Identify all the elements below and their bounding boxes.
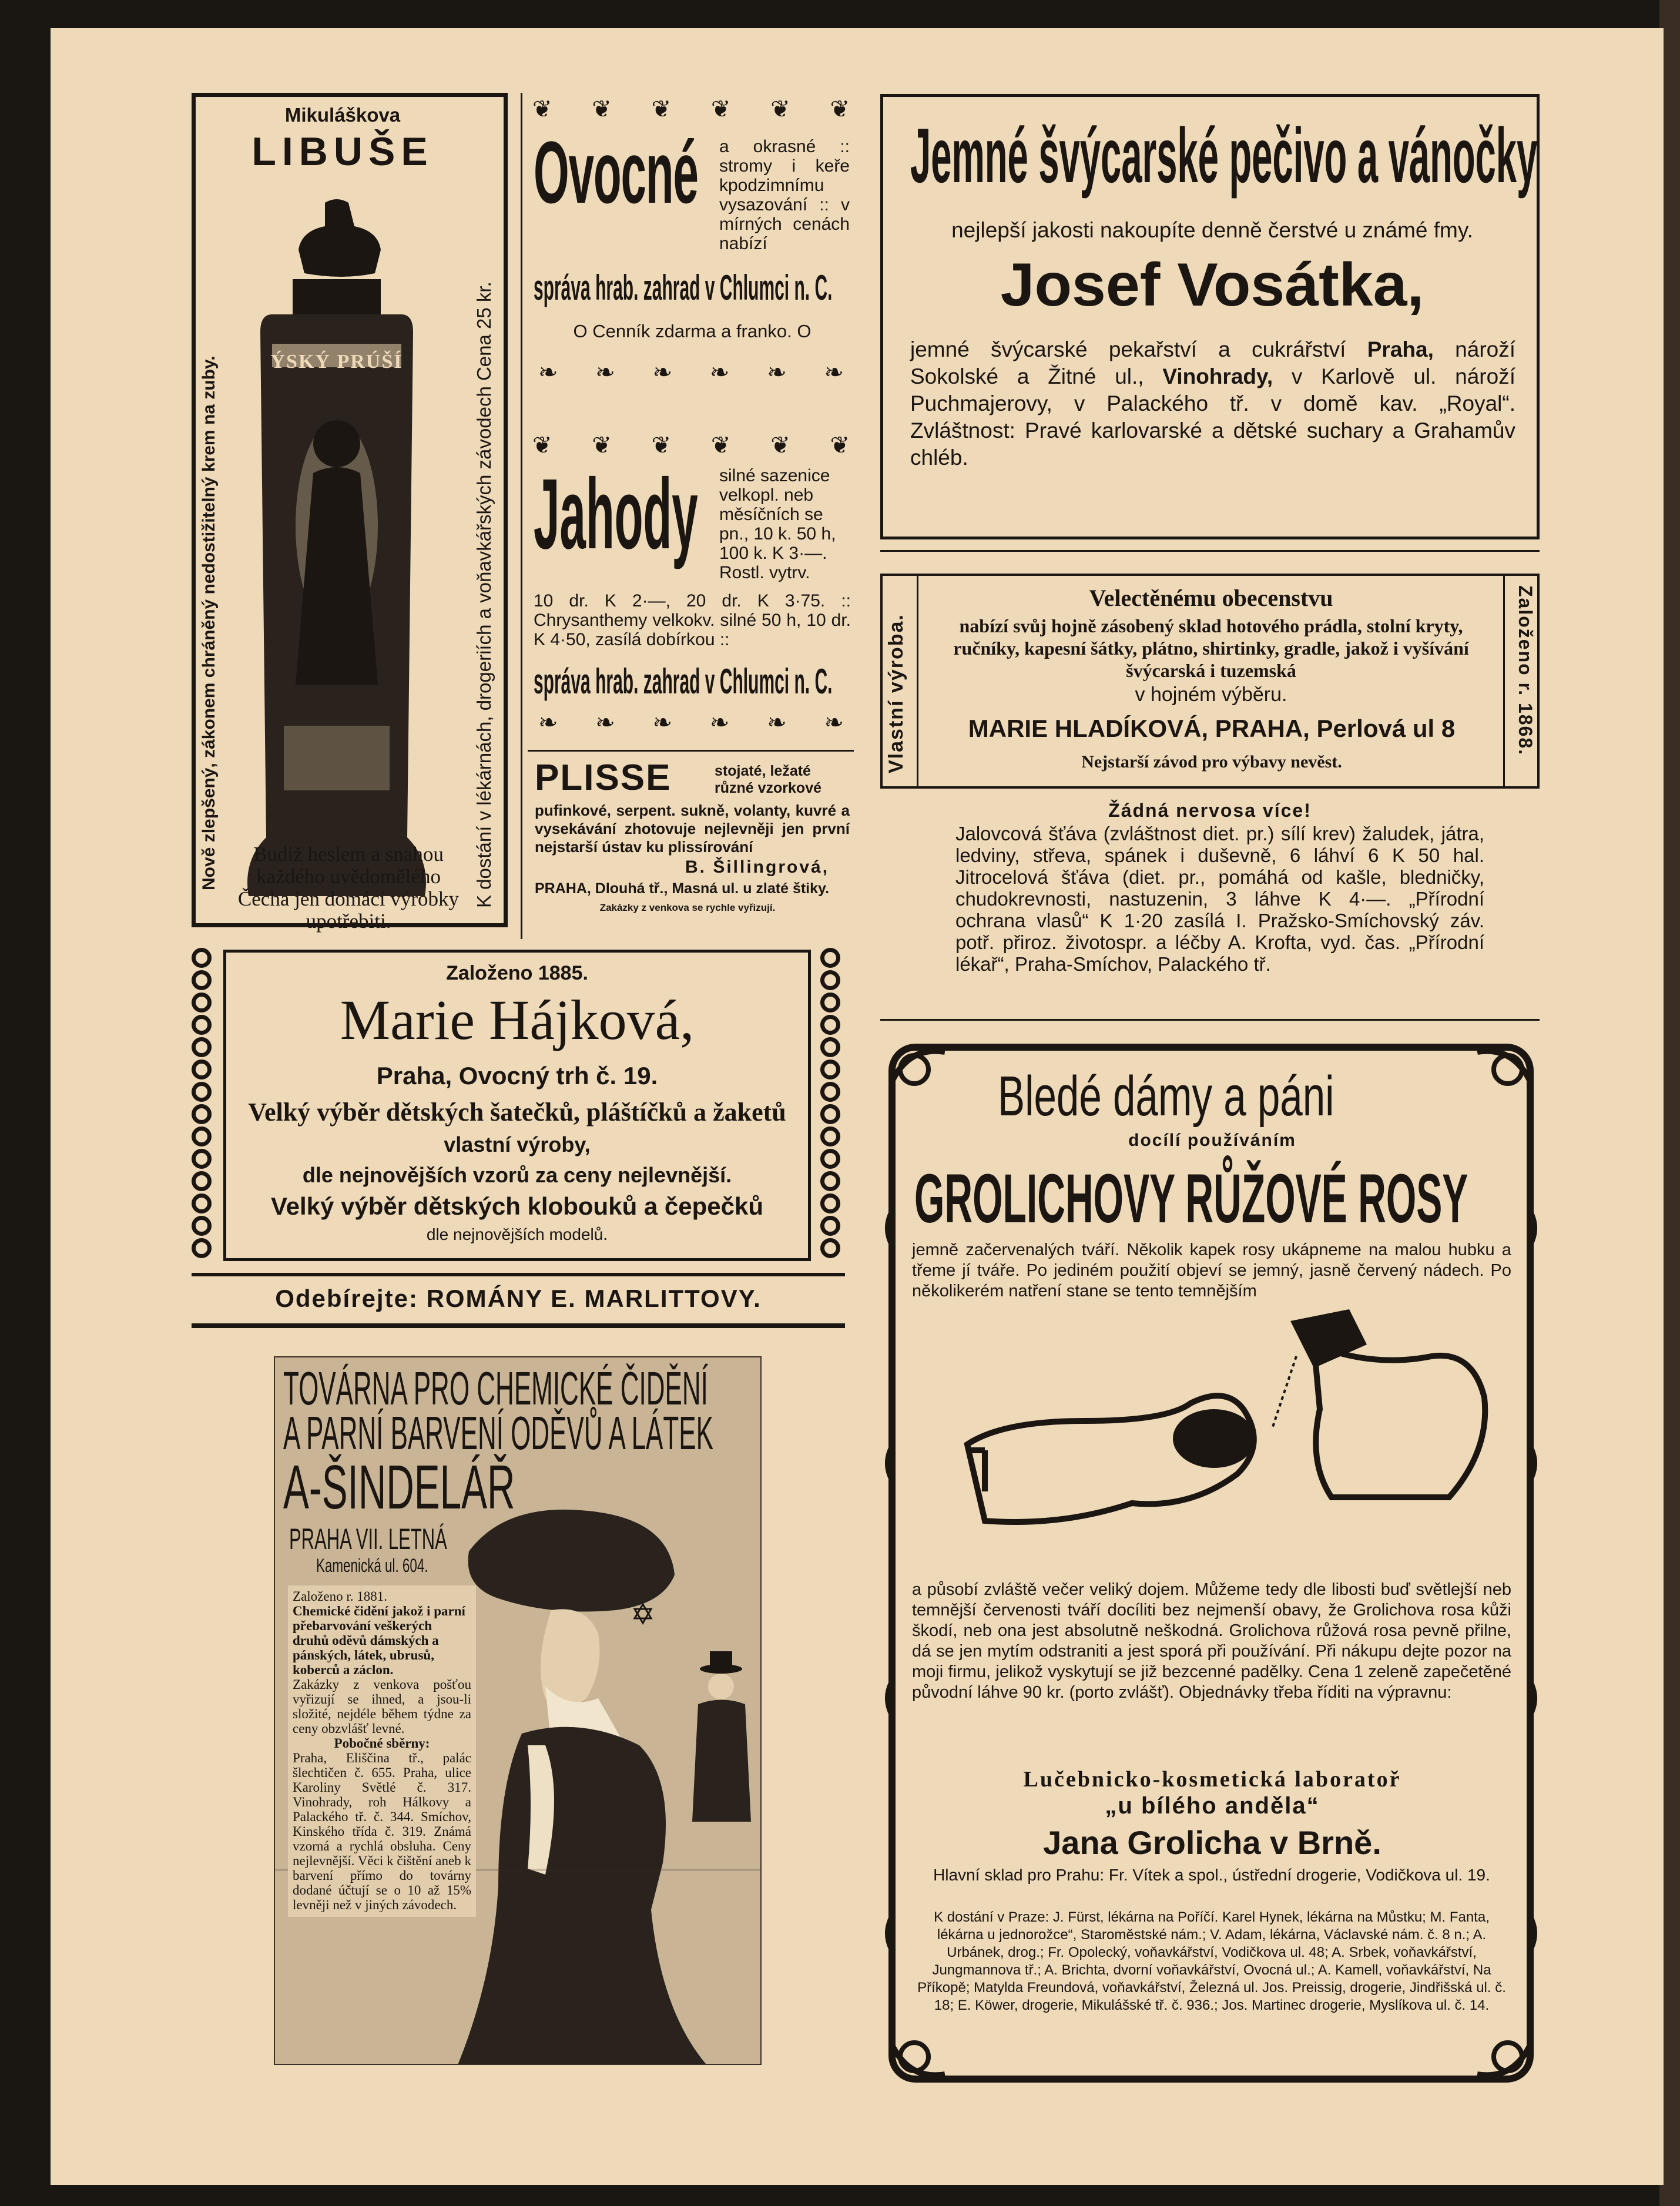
grolich-name: Jana Grolicha v Brně. [1043, 1824, 1381, 1861]
libuse-tube-label: ÝSKÝ PRÚŠÍ [270, 351, 403, 373]
grolich-text1: jemně začervenalých tváří. Několik kapek rosy ukápneme na malou hubku a třeme jí tváře. Po jediném použití objeví se jemný, jasně červený nádech. Po několikerém natření stane se tento temnějším [912, 1241, 1511, 1300]
ovocne-title: Ovocné [534, 123, 698, 222]
sindelar-textblock [288, 1585, 476, 1917]
grolich-lab: Lučebnicko-kosmetická laboratoř [1023, 1767, 1401, 1792]
toothpaste-tube-illustration [237, 197, 437, 908]
sindelar-name: A-ŠINDELÁŘ [283, 1453, 515, 1522]
sindelar-branches-title: Pobočné sběrny: [334, 1736, 430, 1751]
right-rule-1 [880, 550, 1540, 552]
plisse-note: Zakázky z venkova se rychle vyřizují. [599, 902, 776, 913]
nervosa-text: Jalovcová šťáva (zvláštnost diet. pr.) sílí krev) žaludek, játra, ledviny, střeva, spánek i duševně, 6 láhví 6 K 50 hal. Jitrocelová šťáva (diet. pr., pomáhá od kašle, bledničky, chudokrevnosti, nastuzenin, 3 láhve K 4·—. „Přírodní ochrana vlasů“ K 1·20 zasílá I. Pražsko-Smíchovský záv. potř. přiroz. životospr. a léčby A. Krofta, vyd. čas. „Přírodní lékař“, Praha-Smíchov, Palackého tř. [955, 823, 1484, 975]
hajkova-line2: vlastní výroby, [444, 1132, 591, 1156]
hladikova-side-left: Vlastní výroba. [885, 613, 907, 773]
ornament-row-4: ❧ ❧ ❧ ❧ ❧ ❧ [538, 709, 844, 736]
vosatka-praha: Praha, [1367, 337, 1434, 361]
vosatka-text-a: jemné švýcarské pekařství a cukrářství [910, 337, 1346, 361]
column-rule-1 [521, 93, 522, 939]
vosatka-text-b: nároží Sokolské a Žitné ul., [910, 337, 1516, 388]
vosatka-sub: nejlepší jakosti nakoupíte denně čerstvé u známé fmy. [951, 218, 1473, 242]
hladikova-title: Velectěnému obecenstvu [1089, 585, 1333, 611]
hladikova-line1: nabízí svůj hojně zásobený sklad hotového prádla, stolní kryty, ručníky, kapesní šátky, plátno, shirtinky, gradle, jakož i vyšívání švýcarská i tuzemská [953, 615, 1469, 681]
ovocne-catalog: O Cenník zdarma a franko. O [573, 321, 812, 341]
marlitt-bottom-rule [192, 1323, 845, 1328]
vosatka-vinohrady: Vinohrady, [1162, 364, 1273, 388]
hajkova-ring-border-right [820, 948, 844, 1265]
vosatka-name: Josef Vosátka, [1000, 251, 1424, 319]
right-rule-2 [880, 1019, 1540, 1021]
hajkova-inner-frame [223, 950, 811, 1261]
grolich-main-store: Hlavní sklad pro Prahu: Fr. Vítek a spol., ústřední drogerie, Vodičkova ul. 19. [933, 1866, 1490, 1884]
libuse-side-left: Nově zlepšený, zákonem chráněný nedostižitelný krem na zuby. [199, 356, 219, 890]
libuse-brand: LIBUŠE [252, 129, 434, 174]
hajkova-name: Marie Hájková, [340, 988, 695, 1051]
hladikova-inner-rule-left [917, 576, 918, 787]
sindelar-branches: Praha, Eliščina tř., palác šlechtičen č. 655. Praha, ulice Karoliny Světlé č. 317. Vinohrady, roh Hálkovy a Palackého tř. č. 344. Smíchov, Kinského třída č. 319. Známá vzorná a rychlá obsluha. Ceny nejlevnější. Věci k čištění aneb k barvení přímo do továrny dodané účtují se o 10 až 15% levněji než v jiných závodech. [293, 1751, 471, 1912]
ornament-row-2: ❧ ❧ ❧ ❧ ❧ ❧ [538, 359, 844, 385]
hajkova-line3: dle nejnovějších vzorů za ceny nejlevnější. [302, 1163, 732, 1187]
jahody-title: Jahody [534, 458, 698, 570]
hajkova-line5: dle nejnovějších modelů. [426, 1225, 608, 1243]
sindelar-founded: Založeno r. 1881. [293, 1589, 387, 1604]
hajkova-founded: Založeno 1885. [446, 962, 588, 984]
plisse-text: pufinkové, serpent. sukně, volanty, kuvré a vysekávání zhotovuje nejlevněji jen první nejstarší ústav ku plissírování [535, 802, 850, 856]
grolich-headline: Bledé dámy a páni [998, 1065, 1334, 1128]
sindelar-bold-text: Chemické čidění jakož i parní přebarvování veškerých druhů oděvů dámských a pánských, látek, ubrusů, koberců a záclon. [293, 1604, 465, 1677]
libuse-brand-top: Mikuláškova [284, 104, 401, 126]
vosatka-headline: Jemné švýcarské pečivo a vánočky [910, 112, 1538, 199]
hladikova-footer: Nejstarší závod pro výbavy nevěst. [1081, 752, 1342, 772]
hladikova-side-right: Založeno r. 1868. [1515, 585, 1536, 756]
vosatka-ad [880, 94, 1540, 539]
plisse-name: B. Šillingrová, [685, 857, 830, 877]
grolich-sub: docílí používáním [1128, 1131, 1296, 1150]
hajkova-ring-border-left [192, 948, 215, 1265]
grolich-stores: K dostání v Praze: J. Fürst, lékárna na Poříčí. Karel Hynek, lékárna na Můstku; M. Fanta, lékárna u jednorožce“, Staroměstské nám.; V. Adam, lékárna, Václavské nám. č. 8 n.; A. Urbánek, drog.; Fr. Opolecký, voňavkářství, Vodičkova ul. 48; A. Srbek, voňavkářství, Jungmannova tř.; A. Brichta, dvorní voňavkářství, Ovocná ul.; A. Kamell, voňavkářství, Na Příkopě; Matylda Freundová, voňavkářství, Železná ul. Jos. Preissig, drogerie, Jindřišská ul. č. 18; E. Köwer, drogerie, Mikulášské tř. č. 936.; Jos. Martinec drogerie, Myslíkova ul. č. 14. [917, 1909, 1506, 2013]
ovocne-firm: správa hrab. zahrad v Chlumci n. C. [534, 268, 833, 307]
sindelar-city: PRAHA VII. LETNÁ [289, 1523, 447, 1555]
hand-with-bottle-illustration [961, 1303, 1490, 1556]
hladikova-inner-rule-right [1503, 576, 1505, 787]
newspaper-page [51, 28, 1664, 2185]
grolich-text2: a působí zvláště večer veliký dojem. Můžeme tedy dle libosti buď světlejší neb temnější červenosti tváří docíliti bez nejmenší obavy, že Grolichova rosa kůži škodí, neb ona jest absolutně neškodná. Grolichova růžová rosa pevně přilne, dá se jen mytím odstraniti a jest sporá při používání. Při nákupu dejte pozor na moji firmu, jelikož vyskytují se již bezcenné padělky. Cena 1 zeleně zapečetěné původní láhve 90 kr. (porto zvlášť). Objednávky třeba říditi na výpravnu: [912, 1580, 1511, 1702]
ornament-row-3: ❦ ❦ ❦ ❦ ❦ ❦ [532, 432, 850, 458]
hladikova-name: MARIE HLADÍKOVÁ, PRAHA, Perlová ul 8 [968, 715, 1456, 742]
plisse-address: PRAHA, Dlouhá tř., Masná ul. u zlaté štiky. [535, 880, 830, 897]
ornament-row-1: ❦ ❦ ❦ ❦ ❦ ❦ [532, 96, 850, 122]
vosatka-body [910, 336, 1515, 471]
jahody-text-top: silné sazenice velkopl. neb měsíčních se pn., 10 k. 50 h, 100 k. K 3·—. Rostl. vytrv. [719, 466, 836, 582]
jahody-text-bottom: 10 dr. K 2·—, 20 dr. K 3·75. :: Chrysanthemy velkokv. silné 50 h, 10 dr. K 4·50, zasílá dobírkou :: [534, 591, 851, 649]
sindelar-head2: A PARNÍ BARVENÍ ODĚVŮ A LÁTEK [283, 1407, 713, 1459]
plisse-head: stojaté, ležaté různé vzorkové [715, 763, 822, 796]
libuse-ad [192, 93, 508, 933]
libuse-side-right: K dostání v lékárnách, drogeriích a voňavkářských závodech Cena 25 kr. [473, 281, 495, 908]
grolich-product: GROLICHOVY RŮŽOVÉ ROSY [914, 1160, 1468, 1238]
marlitt-text: Odebírejte: ROMÁNY E. MARLITTOVY. [275, 1285, 762, 1312]
hladikova-ad [880, 574, 1540, 789]
libuse-slogan: Budiž heslem a snahou každého uvědomělého Čecha jen domácí výrobky upotřebiti. [237, 843, 460, 933]
sindelar-poster [274, 1356, 762, 2065]
marlitt-top-rule [192, 1273, 845, 1276]
jahody-firm: správa hrab. zahrad v Chlumci n. C. [534, 662, 833, 701]
hajkova-line1: Velký výběr dětských šatečků, pláštíčků a žaketů [248, 1098, 786, 1127]
vosatka-text-c: v Karlově ul. nároží Puchmajerovy, v Palackého tř. v domě kav. „Royal“. Zvláštnost: Pravé karlovarské a dětské suchary a Grahamův chléb. [910, 364, 1515, 470]
plisse-top-rule [528, 750, 854, 752]
ovocne-text: a okrasné :: stromy i keře kpodzimnímu vysazování :: v mírných cenách nabízí [719, 137, 850, 253]
hajkova-address: Praha, Ovocný trh č. 19. [376, 1062, 658, 1089]
hajkova-line4: Velký výběr dětských klobouků a čepečků [270, 1192, 764, 1220]
sindelar-text1: Zakázky z venkova pošťou vyřizují se ihned, a jsou-li složité, nejdéle během týdne za ceny obzvlášť levné. [293, 1677, 471, 1736]
sindelar-head1: TOVÁRNA PRO CHEMICKÉ ČIDĚNÍ [283, 1362, 708, 1414]
grolich-angel: „u bílého anděla“ [1105, 1793, 1320, 1819]
plisse-title: PLISSE [535, 757, 672, 798]
hladikova-line2: v hojném výběru. [1135, 683, 1287, 706]
sindelar-street: Kamenická ul. 604. [316, 1555, 428, 1576]
nervosa-title: Žádná nervosa více! [1108, 800, 1312, 821]
